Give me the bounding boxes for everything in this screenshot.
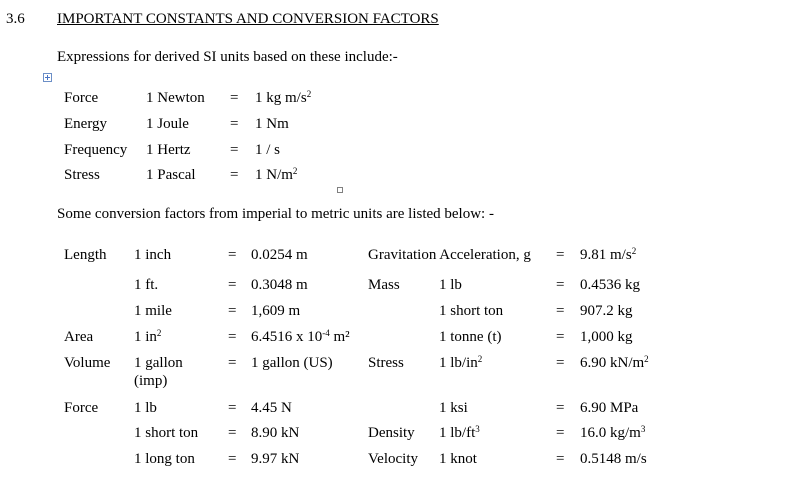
si-unit: 1 Pascal (146, 167, 196, 183)
conv-value-text: 8.90 kN (251, 425, 300, 441)
conv-unit-right-exponent: 2 (477, 354, 483, 364)
conv-value-right-exponent: 2 (644, 354, 649, 364)
si-equals: = (230, 90, 239, 106)
intro-text: Expressions for derived SI units based on these include:- (57, 49, 398, 65)
conv-equals: = (228, 303, 237, 319)
conv-equals: = (228, 451, 237, 467)
si-value-exponent: 2 (306, 89, 312, 99)
conv-unit-text: 1 mile (134, 303, 172, 319)
conv-equals-right: = (556, 277, 565, 293)
conv-unit-right-text: 1 short ton (439, 303, 504, 319)
conv-equals: = (228, 329, 237, 345)
conv-value-text: 4.45 N (251, 400, 292, 416)
conv-equals-right: = (556, 329, 565, 345)
conv-value-right-text: 0.4536 kg (580, 277, 640, 293)
conv-value-right (580, 450, 647, 468)
conv-unit-text: 1 lb (134, 400, 157, 416)
conv-quantity: Force (64, 400, 99, 416)
conv-unit-right (439, 302, 503, 320)
si-value (255, 166, 297, 184)
conv-equals-right: = (556, 247, 565, 263)
conv-unit-right-text: 1 lb (439, 277, 462, 293)
conv-quantity: Length (64, 247, 107, 263)
conv-value-right-text: 1,000 kg (580, 329, 633, 345)
conv-equals-right: = (556, 451, 565, 467)
conv-value-right-text: 907.2 kg (580, 303, 633, 319)
conv-unit-text: 1 long ton (134, 451, 195, 467)
si-quantity: Force (64, 90, 99, 106)
si-value (255, 141, 280, 159)
si-value-text: 1 kg m/s (255, 90, 307, 106)
conv-unit (134, 276, 158, 294)
si-equals: = (230, 167, 239, 183)
conv-value (251, 399, 292, 417)
conv-value-unit: m² (329, 329, 350, 345)
conv-quantity-right: Gravitation Acceleration, g (368, 247, 531, 263)
conv-equals-right: = (556, 355, 565, 371)
conv-value-right (580, 399, 638, 417)
conv-equals: = (228, 277, 237, 293)
conv-value-text: 0.0254 m (251, 247, 308, 263)
conv-unit-right (439, 276, 462, 294)
si-quantity: Energy (64, 116, 108, 132)
si-unit: 1 Newton (146, 90, 205, 106)
conv-unit-right (439, 424, 480, 442)
conv-value-text: 1,609 m (251, 303, 301, 319)
conv-value-text: 6.4516 x 10 (251, 329, 323, 345)
conv-equals: = (228, 247, 237, 263)
conv-value-right (580, 246, 636, 264)
conv-unit-right-text: 1 lb/in (439, 355, 478, 371)
conv-value-text: 0.3048 m (251, 277, 308, 293)
table-move-handle-icon[interactable] (43, 73, 52, 82)
conv-unit (134, 302, 172, 320)
conv-value-right-exponent: 2 (631, 246, 637, 256)
section-number: 3.6 (6, 11, 25, 27)
conv-value (251, 276, 308, 294)
conv-quantity-right: Velocity (368, 451, 418, 467)
si-unit: 1 Joule (146, 116, 189, 132)
conv-equals: = (228, 355, 237, 371)
conv-value (251, 424, 299, 442)
conv-unit-text: 1 inch (134, 247, 172, 263)
conv-unit (134, 328, 161, 346)
conv-value-text: 1 gallon (US) (251, 355, 333, 371)
si-quantity: Stress (64, 167, 100, 183)
conv-unit-right-text: 1 knot (439, 451, 477, 467)
conv-equals-right: = (556, 425, 565, 441)
conv-unit (134, 450, 195, 468)
conv-equals-right: = (556, 400, 565, 416)
conv-value-right (580, 302, 633, 320)
conv-unit-text: 1 in (134, 329, 157, 345)
conv-value-right (580, 354, 649, 372)
conv-quantity-right: Mass (368, 277, 400, 293)
conv-quantity: Area (64, 329, 94, 345)
si-unit: 1 Hertz (146, 142, 191, 158)
conv-unit (134, 246, 171, 264)
conv-value (251, 302, 300, 320)
conv-equals-right: = (556, 303, 565, 319)
conv-quantity-right: Stress (368, 355, 404, 371)
conv-unit-right-text: 1 tonne (t) (439, 329, 502, 345)
si-equals: = (230, 116, 239, 132)
conv-value (251, 354, 333, 372)
conv-unit-text: 1 gallon (134, 355, 183, 371)
conv-unit-right-exponent: 3 (475, 424, 480, 434)
conv-value (251, 246, 308, 264)
si-value (255, 89, 311, 107)
conv-quantity-right: Density (368, 425, 415, 441)
conv-value-exponent: -4 (322, 328, 330, 338)
conv-unit-line2: (imp) (134, 373, 168, 389)
conv-unit (134, 354, 183, 372)
conversion-intro-text: Some conversion factors from imperial to metric units are listed below: - (57, 206, 494, 222)
si-value-text: 1 Nm (255, 116, 289, 132)
conv-value-right-text: 16.0 kg/m (580, 425, 641, 441)
conv-value-right (580, 328, 633, 346)
conv-unit-right (439, 399, 468, 417)
table-resize-handle-icon[interactable] (337, 187, 343, 193)
conv-value-right (580, 276, 640, 294)
si-value-text: 1 N/m (255, 167, 293, 183)
conv-value-right-text: 0.5148 m/s (580, 451, 647, 467)
conv-quantity: Volume (64, 355, 111, 371)
conv-value-text: 9.97 kN (251, 451, 300, 467)
conv-unit-text: 1 short ton (134, 425, 199, 441)
conv-value-right-exponent: 3 (640, 424, 646, 434)
conv-unit (134, 399, 157, 417)
conv-unit-right (439, 450, 477, 468)
si-equals: = (230, 142, 239, 158)
si-value-exponent: 2 (292, 166, 298, 176)
conv-equals: = (228, 425, 237, 441)
conv-value-right-text: 6.90 kN/m (580, 355, 645, 371)
conv-unit-right-text: 1 lb/ft (439, 425, 476, 441)
conv-equals: = (228, 400, 237, 416)
si-value (255, 115, 289, 133)
conv-value-right-text: 6.90 MPa (580, 400, 639, 416)
si-quantity: Frequency (64, 142, 128, 158)
section-title: IMPORTANT CONSTANTS AND CONVERSION FACTORS (57, 11, 439, 27)
conv-unit-right (439, 328, 501, 346)
conv-unit-exponent: 2 (156, 328, 162, 338)
conv-value-right (580, 424, 645, 442)
conv-unit-right-text: 1 ksi (439, 400, 468, 416)
conv-unit-text: 1 ft. (134, 277, 159, 293)
conv-unit-right (439, 354, 482, 372)
conv-unit (134, 424, 198, 442)
conv-value-right-text: 9.81 m/s (580, 247, 632, 263)
conv-value (251, 450, 299, 468)
conv-value (251, 328, 350, 346)
si-value-text: 1 / s (255, 142, 281, 158)
